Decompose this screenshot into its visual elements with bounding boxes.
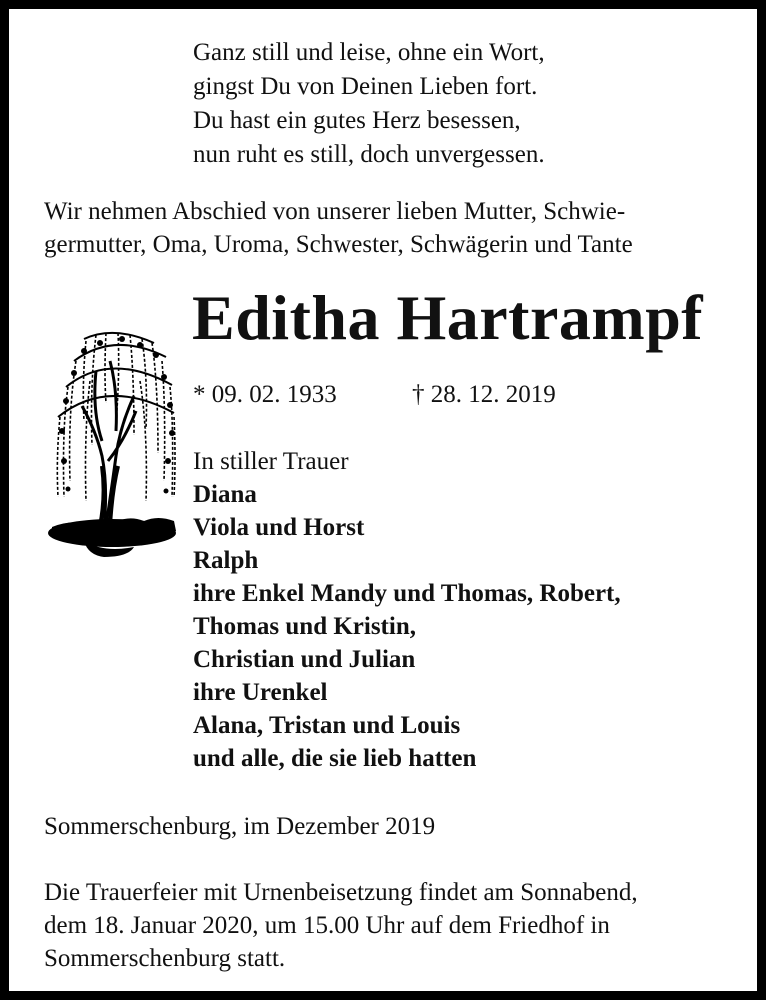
- mourner-line: Christian und Julian: [193, 646, 416, 673]
- intro-line: germutter, Oma, Uroma, Schwester, Schwägerin und Tante: [44, 231, 633, 258]
- funeral-line: Die Trauerfeier mit Urnenbeisetzung findet am Sonnabend,: [44, 879, 638, 906]
- weeping-willow-icon: [44, 321, 179, 566]
- funeral-notice: [44, 876, 744, 975]
- mourner-line: und alle, die sie lieb hatten: [193, 745, 477, 772]
- mourner-line: Thomas und Kristin,: [193, 613, 416, 640]
- funeral-line: Sommerschenburg statt.: [44, 945, 286, 972]
- mourner-line: ihre Urenkel: [193, 679, 328, 706]
- mourners-list: [193, 445, 621, 775]
- poem: [193, 36, 545, 172]
- mourner-line: ihre Enkel Mandy und Thomas, Robert,: [193, 580, 621, 607]
- death-date: † 28. 12. 2019: [412, 381, 556, 408]
- poem-line: Ganz still und leise, ohne ein Wort,: [193, 39, 545, 66]
- deceased-name: Editha Hartrampf: [192, 282, 704, 353]
- poem-line: nun ruht es still, doch unvergessen.: [193, 141, 545, 168]
- funeral-line: dem 18. Januar 2020, um 15.00 Uhr auf dem Friedhof in: [44, 912, 610, 939]
- mourner-line: Viola und Horst: [193, 514, 365, 541]
- place-and-date: Sommerschenburg, im Dezember 2019: [44, 813, 436, 840]
- mourner-line: Alana, Tristan und Louis: [193, 712, 461, 739]
- poem-line: gingst Du von Deinen Lieben fort.: [193, 73, 538, 100]
- mourning-intro: In stiller Trauer: [193, 448, 349, 475]
- life-dates: [193, 379, 556, 411]
- birth-date: * 09. 02. 1933: [193, 381, 337, 408]
- mourner-line: Ralph: [193, 547, 259, 574]
- mourner-line: Diana: [193, 481, 257, 508]
- intro-line: Wir nehmen Abschied von unserer lieben Mutter, Schwie-: [44, 198, 626, 225]
- poem-line: Du hast ein gutes Herz besessen,: [193, 107, 521, 134]
- farewell-intro: [44, 195, 744, 261]
